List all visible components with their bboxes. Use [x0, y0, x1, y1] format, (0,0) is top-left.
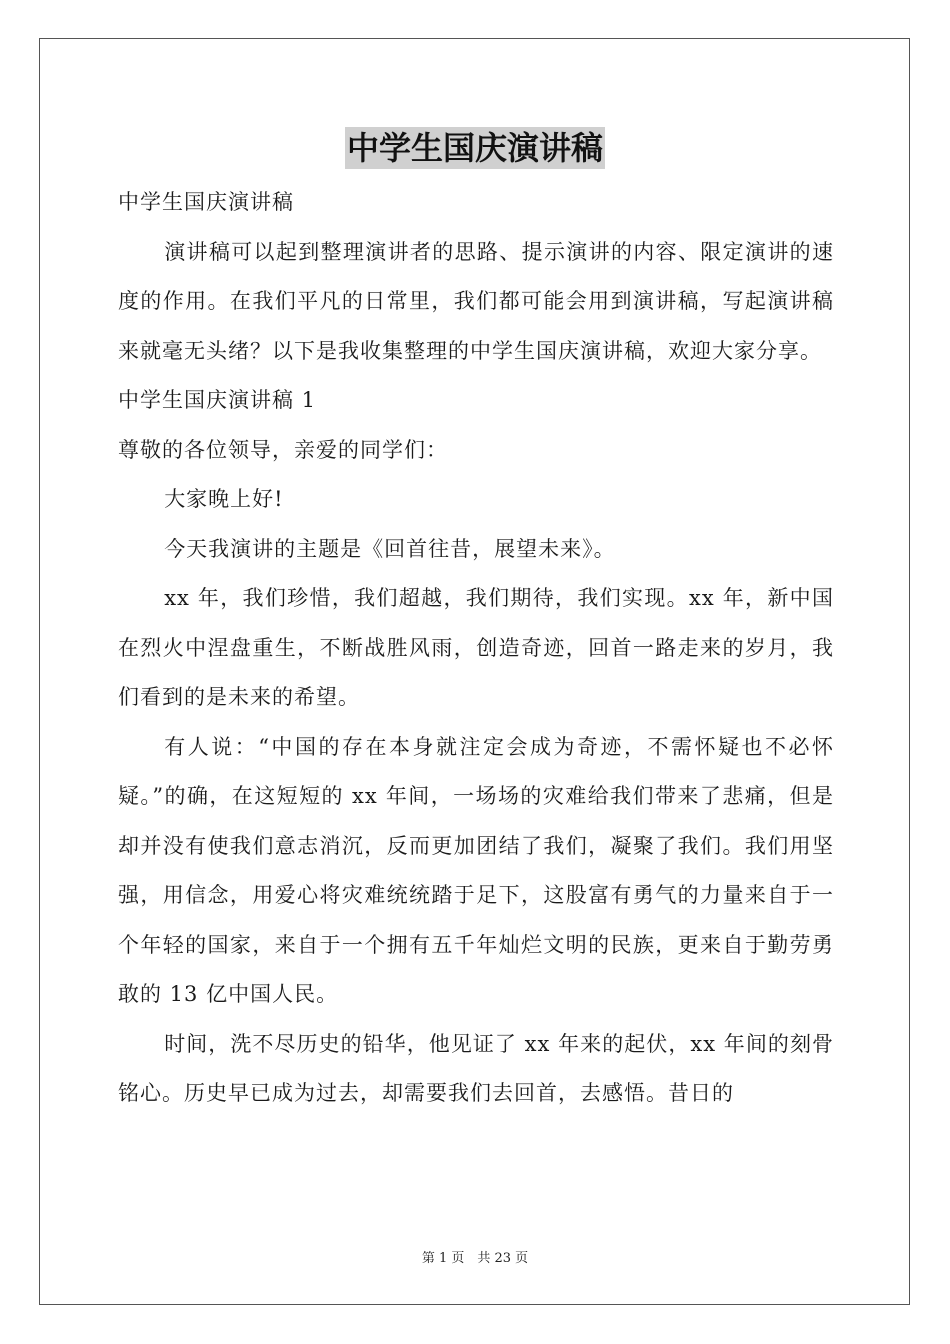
paragraph: 中学生国庆演讲稿 1: [118, 388, 317, 412]
paragraph: 大家晚上好!: [164, 487, 284, 511]
paragraph: 时间，洗不尽历史的铅华，他见证了 xx 年来的起伏，xx 年间的刻骨铭心。历史早已成为过去，却需要我们去回首，去感悟。昔日的: [118, 1031, 834, 1105]
paragraph: 有人说：“中国的存在本身就注定会成为奇迹，不需怀疑也不必怀疑。”的确，在这短短的 xx 年间，一场场的灾难给我们带来了悲痛，但是却并没有使我们意志消沉，反而更加团结了我们，凝聚了我们。我们用坚强，用信念，用爱心将灾难统统踏于足下，这股富有勇气的力量来自于一个年轻的国家，来自于一个拥有五千年灿烂文明的民族，更来自于勤劳勇敢的 13 亿中国人民。: [118, 734, 834, 1006]
paragraph: xx 年，我们珍惜，我们超越，我们期待，我们实现。xx 年，新中国在烈火中涅盘重生，不断战胜风雨，创造奇迹，回首一路走来的岁月，我们看到的是未来的希望。: [118, 586, 834, 709]
paragraph: 今天我演讲的主题是《回首往昔，展望未来》。: [164, 536, 616, 561]
document-title: 中学生国庆演讲稿: [346, 129, 603, 167]
document-body: [118, 178, 834, 1119]
page-footer: 第 1 页 共 23 页: [421, 1251, 529, 1266]
paragraph: 中学生国庆演讲稿: [118, 190, 294, 214]
paragraph: 尊敬的各位领导，亲爱的同学们：: [118, 437, 448, 462]
title-container: [0, 127, 950, 169]
paragraph: 演讲稿可以起到整理演讲者的思路、提示演讲的内容、限定演讲的速度的作用。在我们平凡的日常里，我们都可能会用到演讲稿，写起演讲稿来就毫无头绪？以下是我收集整理的中学生国庆演讲稿，欢迎大家分享。: [118, 239, 834, 363]
